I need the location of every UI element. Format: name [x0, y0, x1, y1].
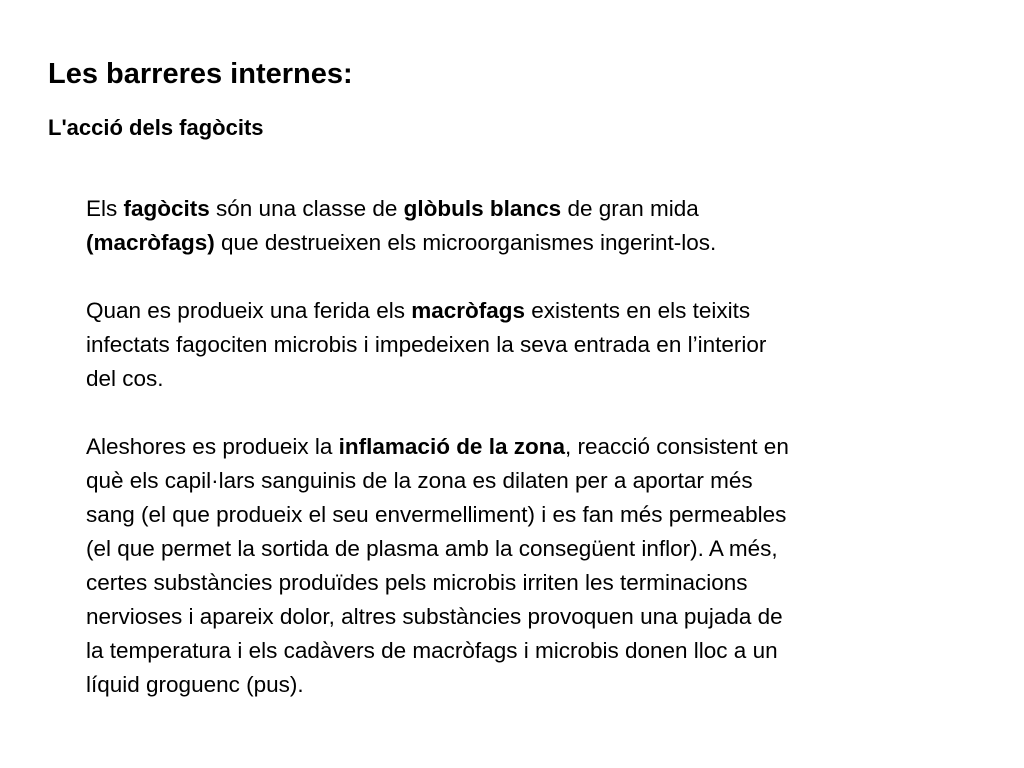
text-run: sang (el que produeix el seu envermelliment) i es fan més permeables	[86, 502, 787, 527]
text-run: què els capil·lars sanguinis de la zona es dilaten per a aportar més	[86, 468, 753, 493]
text-run: Aleshores es produeix la	[86, 434, 339, 459]
text-line	[86, 600, 986, 634]
bold-term: macròfags	[411, 298, 526, 323]
slide-body	[86, 192, 986, 702]
text-line	[86, 464, 986, 498]
slide-subtitle: L'acció dels fagòcits	[48, 115, 264, 140]
text-run: , reacció consistent en	[564, 434, 789, 459]
text-line	[86, 294, 986, 328]
text-run: (el que permet la sortida de plasma amb la consegüent inflor). A més,	[86, 536, 778, 561]
paragraph	[86, 192, 986, 260]
slide-title: Les barreres internes:	[48, 58, 353, 90]
text-line	[86, 430, 986, 464]
text-line	[86, 532, 986, 566]
text-run: líquid groguenc (pus).	[86, 672, 304, 697]
text-run: certes substàncies produïdes pels microbis irriten les terminacions	[86, 570, 748, 595]
paragraph	[86, 294, 986, 396]
text-line	[86, 668, 986, 702]
text-run: nervioses i apareix dolor, altres substàncies provoquen una pujada de	[86, 604, 783, 629]
bold-term: inflamació de la zona	[338, 434, 565, 459]
text-line	[86, 328, 986, 362]
text-line	[86, 498, 986, 532]
text-run: del cos.	[86, 366, 164, 391]
bold-term: (macròfags)	[86, 230, 215, 255]
text-run: Els	[86, 196, 124, 221]
text-run: són una classe de	[209, 196, 404, 221]
text-run: existents en els teixits	[525, 298, 751, 323]
text-run: que destrueixen els microorganismes ingerint-los.	[214, 230, 717, 255]
text-line	[86, 634, 986, 668]
bold-term: glòbuls blancs	[403, 196, 562, 221]
text-line	[86, 362, 986, 396]
text-line	[86, 192, 986, 226]
bold-term: fagòcits	[123, 196, 210, 221]
text-run: la temperatura i els cadàvers de macròfags i microbis donen lloc a un	[86, 638, 778, 663]
text-line	[86, 566, 986, 600]
text-line	[86, 226, 986, 260]
text-run: Quan es produeix una ferida els	[86, 298, 412, 323]
paragraph	[86, 430, 986, 702]
text-run: de gran mida	[561, 196, 699, 221]
text-run: infectats fagociten microbis i impedeixen la seva entrada en l’interior	[86, 332, 767, 357]
